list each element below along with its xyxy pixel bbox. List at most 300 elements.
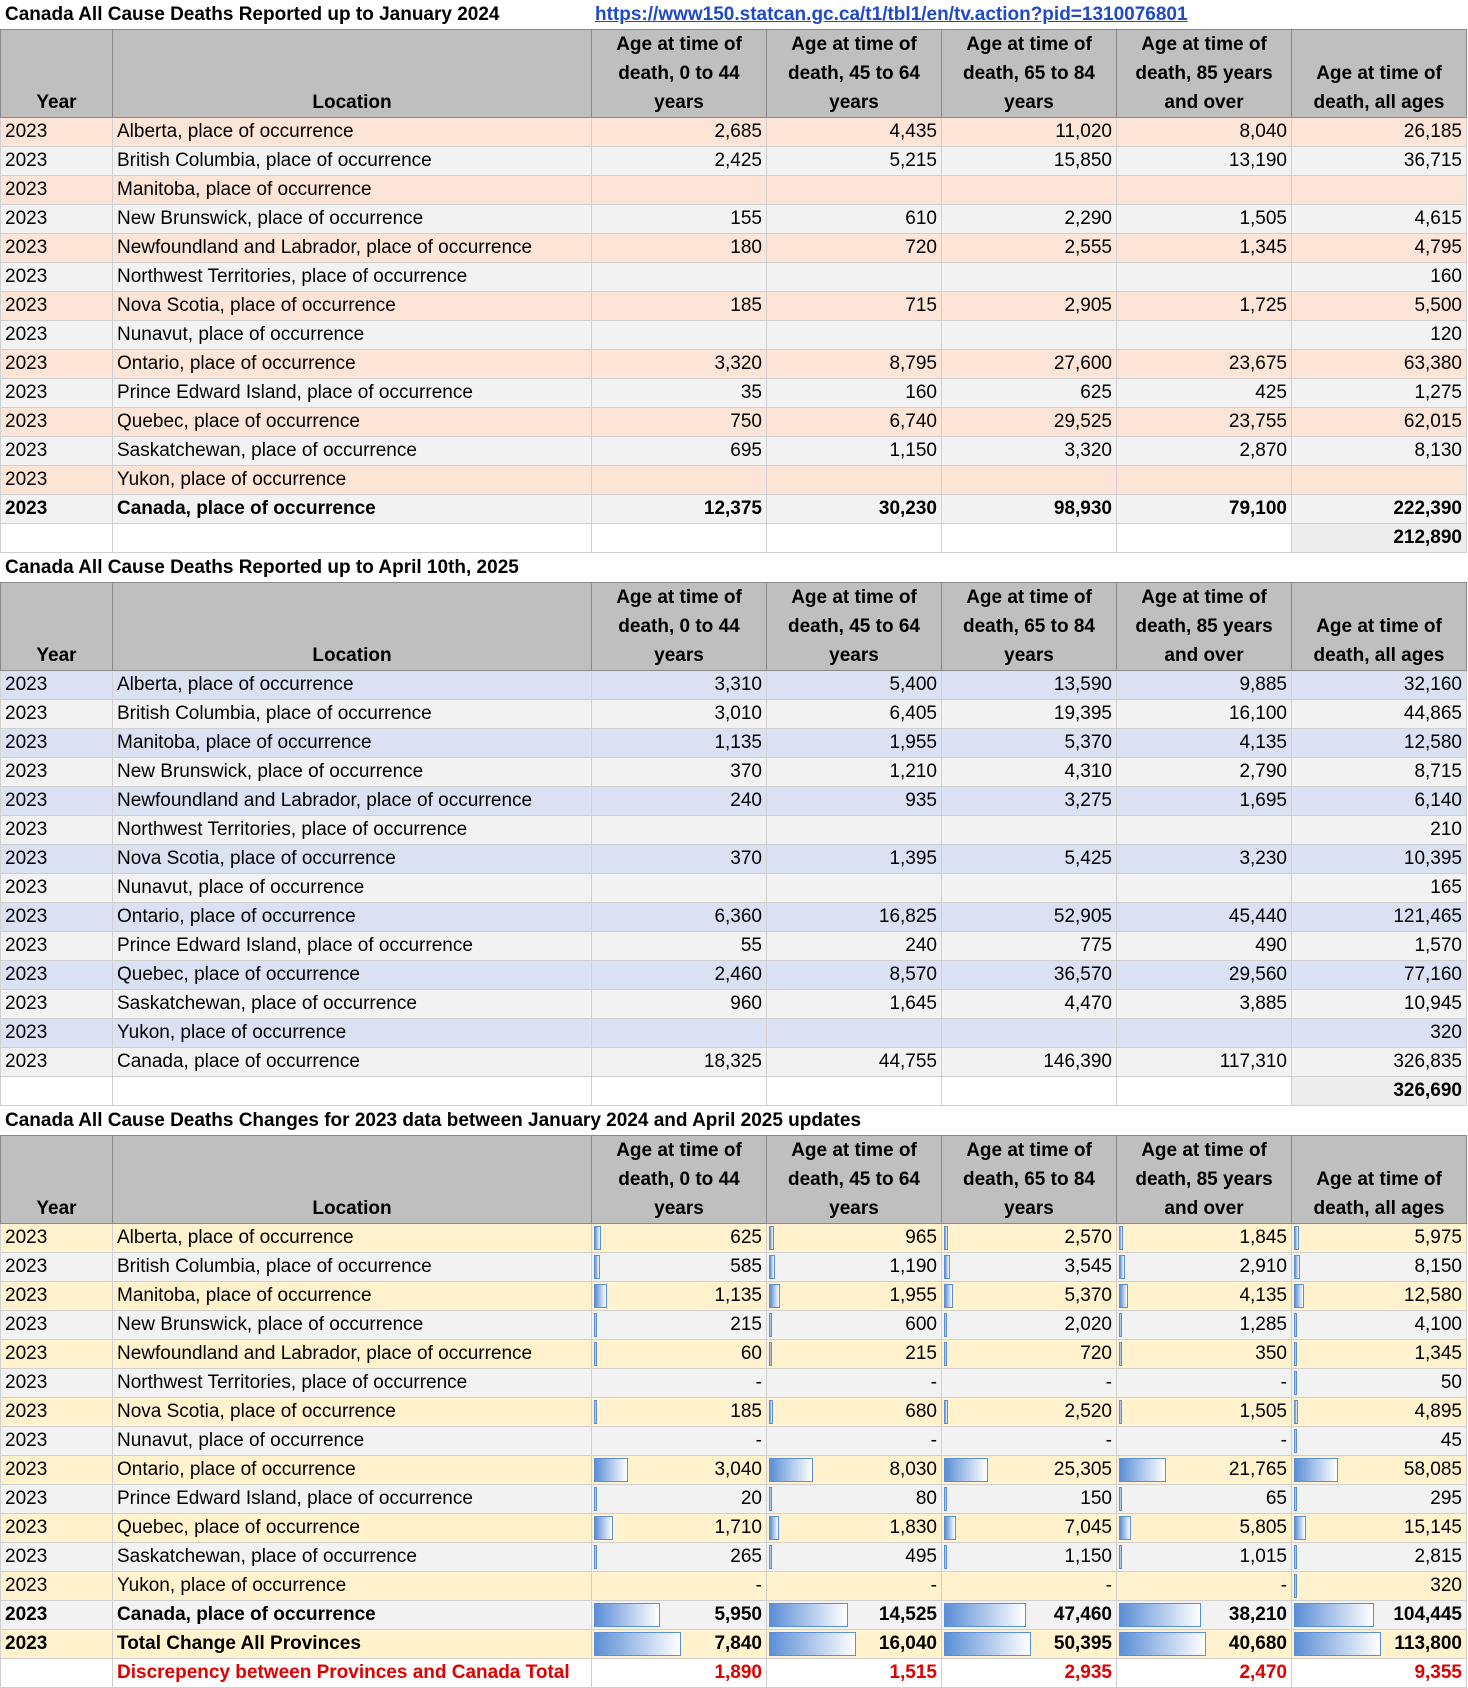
header-age-65-84: Age at time of death, 65 to 84 years bbox=[942, 583, 1117, 671]
cell-age-0-44-value: 12,375 bbox=[703, 498, 762, 519]
cell-age-65-84 bbox=[942, 990, 1117, 1019]
cell-age-45-64-value: 1,190 bbox=[889, 1256, 937, 1277]
cell-age-0-44-value: 3,320 bbox=[714, 353, 762, 374]
cell-year-value: 2023 bbox=[5, 1430, 48, 1451]
cell-all-ages-value: 210 bbox=[1430, 819, 1462, 840]
cell-age-45-64 bbox=[767, 874, 942, 903]
cell-age-65-84 bbox=[942, 961, 1117, 990]
cell-age-45-64-value: 1,955 bbox=[889, 1285, 937, 1306]
empty-cell bbox=[113, 524, 592, 553]
cell-location bbox=[113, 1019, 592, 1048]
cell-age-85-plus bbox=[1117, 1048, 1292, 1077]
cell-age-65-84-value: - bbox=[1105, 1430, 1112, 1451]
cell-age-45-64-value: 720 bbox=[905, 237, 937, 258]
data-bar bbox=[1119, 1255, 1125, 1279]
cell-age-0-44-value: 695 bbox=[730, 440, 762, 461]
cell-age-65-84 bbox=[942, 1601, 1117, 1630]
cell-age-45-64-value: 6,405 bbox=[889, 703, 937, 724]
cell-all-ages-value: 8,130 bbox=[1414, 440, 1462, 461]
cell-year-value: 2023 bbox=[5, 469, 48, 490]
table-row bbox=[1, 787, 1467, 816]
cell-age-0-44 bbox=[592, 495, 767, 524]
table-row bbox=[1, 932, 1467, 961]
cell-age-65-84-value: 15,850 bbox=[1053, 150, 1112, 171]
cell-age-0-44 bbox=[592, 1019, 767, 1048]
cell-age-65-84 bbox=[942, 903, 1117, 932]
cell-year bbox=[1, 379, 113, 408]
header-age-0-44: Age at time of death, 0 to 44 years bbox=[592, 1136, 767, 1224]
cell-location-value: Nova Scotia, place of occurrence bbox=[117, 848, 396, 869]
header-age-0-44: Age at time of death, 0 to 44 years bbox=[592, 583, 767, 671]
cell-location-value: British Columbia, place of occurrence bbox=[117, 703, 432, 724]
cell-location bbox=[113, 845, 592, 874]
cell-age-45-64-value: 680 bbox=[905, 1401, 937, 1422]
cell-location bbox=[113, 932, 592, 961]
data-bar bbox=[1119, 1342, 1122, 1366]
cell-year-value: 2023 bbox=[5, 1488, 48, 1509]
empty-cell bbox=[1, 524, 113, 553]
table2-title: Canada All Cause Deaths Reported up to April 10th, 2025 bbox=[5, 557, 519, 578]
cell-year-value: 2023 bbox=[5, 324, 48, 345]
cell-age-45-64 bbox=[767, 263, 942, 292]
cell-age-45-64-value: 240 bbox=[905, 935, 937, 956]
cell-age-45-64-value: - bbox=[930, 1372, 937, 1393]
cell-age-85-plus bbox=[1117, 700, 1292, 729]
cell-age-85-plus bbox=[1117, 292, 1292, 321]
cell-age-85-plus bbox=[1117, 787, 1292, 816]
cell-all-ages-value: 6,140 bbox=[1414, 790, 1462, 811]
cell-location bbox=[113, 408, 592, 437]
cell-age-85-plus-value: 350 bbox=[1255, 1343, 1287, 1364]
data-bar bbox=[1119, 1226, 1123, 1250]
data-bar bbox=[769, 1400, 773, 1424]
cell-age-65-84 bbox=[942, 758, 1117, 787]
cell-year bbox=[1, 1398, 113, 1427]
cell-year-value: 2023 bbox=[5, 877, 48, 898]
data-bar bbox=[1294, 1603, 1374, 1627]
cell-year-value: 2023 bbox=[5, 237, 48, 258]
data-bar bbox=[594, 1516, 613, 1540]
section-title-1 bbox=[0, 0, 1468, 29]
data-bar bbox=[769, 1255, 775, 1279]
cell-age-65-84 bbox=[942, 932, 1117, 961]
cell-age-65-84 bbox=[942, 205, 1117, 234]
cell-age-45-64 bbox=[767, 1048, 942, 1077]
cell-year-value: 2023 bbox=[5, 1401, 48, 1422]
cell-location bbox=[113, 379, 592, 408]
cell-age-85-plus bbox=[1117, 729, 1292, 758]
data-bar bbox=[1119, 1516, 1131, 1540]
cell-year bbox=[1, 1485, 113, 1514]
data-bar bbox=[594, 1255, 600, 1279]
cell-age-65-84-value: 3,320 bbox=[1064, 440, 1112, 461]
cell-age-0-44 bbox=[592, 1398, 767, 1427]
cell-age-45-64-value: 8,570 bbox=[889, 964, 937, 985]
cell-all-ages-value: 77,160 bbox=[1403, 964, 1462, 985]
cell-year bbox=[1, 1340, 113, 1369]
header-age-0-44: Age at time of death, 0 to 44 years bbox=[592, 30, 767, 118]
cell-location bbox=[113, 263, 592, 292]
cell-location bbox=[113, 1340, 592, 1369]
discrepancy-cell-age-0-44: 1,890 bbox=[592, 1659, 767, 1688]
data-bar bbox=[769, 1603, 848, 1627]
cell-age-45-64-value: 16,040 bbox=[878, 1633, 937, 1654]
cell-age-85-plus-value: 117,310 bbox=[1219, 1051, 1287, 1072]
table-row bbox=[1, 350, 1467, 379]
cell-age-65-84 bbox=[942, 437, 1117, 466]
cell-year-value: 2023 bbox=[5, 353, 48, 374]
data-bar bbox=[594, 1487, 597, 1511]
cell-year-value: 2023 bbox=[5, 411, 48, 432]
cell-all-ages bbox=[1292, 1253, 1467, 1282]
cell-all-ages bbox=[1292, 495, 1467, 524]
cell-age-45-64-value: 80 bbox=[915, 1488, 937, 1509]
cell-age-0-44-value: 1,135 bbox=[714, 732, 762, 753]
cell-all-ages bbox=[1292, 1601, 1467, 1630]
cell-age-45-64 bbox=[767, 1282, 942, 1311]
header-year: Year bbox=[1, 583, 113, 671]
cell-age-0-44-value: 6,360 bbox=[714, 906, 762, 927]
cell-age-45-64 bbox=[767, 176, 942, 205]
cell-year bbox=[1, 350, 113, 379]
cell-age-45-64 bbox=[767, 787, 942, 816]
cell-age-0-44-value: - bbox=[755, 1372, 762, 1393]
cell-age-85-plus bbox=[1117, 321, 1292, 350]
cell-location-value: New Brunswick, place of occurrence bbox=[117, 1314, 424, 1335]
cell-age-45-64-value: 1,150 bbox=[889, 440, 937, 461]
table-row bbox=[1, 1427, 1467, 1456]
header-location: Location bbox=[113, 1136, 592, 1224]
cell-age-0-44 bbox=[592, 1427, 767, 1456]
cell-age-0-44 bbox=[592, 1543, 767, 1572]
cell-age-45-64-value: 4,435 bbox=[889, 121, 937, 142]
cell-year bbox=[1, 787, 113, 816]
cell-year-value: 2023 bbox=[5, 382, 48, 403]
cell-age-85-plus bbox=[1117, 1019, 1292, 1048]
cell-all-ages bbox=[1292, 700, 1467, 729]
empty-cell bbox=[767, 524, 942, 553]
cell-age-65-84 bbox=[942, 1224, 1117, 1253]
cell-all-ages-value: 104,445 bbox=[1393, 1604, 1462, 1625]
cell-year bbox=[1, 1572, 113, 1601]
cell-age-45-64 bbox=[767, 350, 942, 379]
cell-year-value: 2023 bbox=[5, 1546, 48, 1567]
cell-year-value: 2023 bbox=[5, 935, 48, 956]
cell-all-ages bbox=[1292, 1282, 1467, 1311]
cell-age-0-44 bbox=[592, 1311, 767, 1340]
cell-age-85-plus bbox=[1117, 437, 1292, 466]
data-bar bbox=[1294, 1458, 1338, 1482]
header-year: Year bbox=[1, 1136, 113, 1224]
cell-year-value: 2023 bbox=[5, 150, 48, 171]
cell-age-85-plus bbox=[1117, 205, 1292, 234]
cell-location-value: Prince Edward Island, place of occurrence bbox=[117, 382, 473, 403]
cell-location bbox=[113, 350, 592, 379]
cell-all-ages bbox=[1292, 932, 1467, 961]
cell-age-65-84 bbox=[942, 147, 1117, 176]
cell-all-ages-value: 2,815 bbox=[1414, 1546, 1462, 1567]
cell-age-65-84-value: 3,545 bbox=[1064, 1256, 1112, 1277]
data-bar bbox=[1119, 1545, 1122, 1569]
cell-all-ages-value: 26,185 bbox=[1403, 121, 1462, 142]
cell-age-65-84-value: 13,590 bbox=[1053, 674, 1112, 695]
cell-age-45-64-value: 16,825 bbox=[878, 906, 937, 927]
cell-age-45-64-value: 1,645 bbox=[889, 993, 937, 1014]
cell-year bbox=[1, 990, 113, 1019]
cell-location-value: Yukon, place of occurrence bbox=[117, 1575, 347, 1596]
table-row bbox=[1, 1543, 1467, 1572]
cell-age-0-44 bbox=[592, 408, 767, 437]
cell-location bbox=[113, 495, 592, 524]
cell-year-value: 2023 bbox=[5, 906, 48, 927]
cell-age-65-84 bbox=[942, 816, 1117, 845]
cell-all-ages bbox=[1292, 1019, 1467, 1048]
empty-cell bbox=[1, 1077, 113, 1106]
table-row bbox=[1, 1630, 1467, 1659]
cell-age-0-44-value: 35 bbox=[740, 382, 762, 403]
cell-age-65-84-value: 50,395 bbox=[1053, 1633, 1112, 1654]
cell-age-45-64 bbox=[767, 408, 942, 437]
cell-age-45-64 bbox=[767, 118, 942, 147]
cell-all-ages bbox=[1292, 205, 1467, 234]
table-row bbox=[1, 437, 1467, 466]
cell-age-65-84 bbox=[942, 845, 1117, 874]
cell-age-85-plus-value: 2,910 bbox=[1239, 1256, 1287, 1277]
table-row bbox=[1, 466, 1467, 495]
table-row bbox=[1, 495, 1467, 524]
cell-all-ages bbox=[1292, 1572, 1467, 1601]
cell-all-ages bbox=[1292, 1485, 1467, 1514]
cell-age-85-plus bbox=[1117, 932, 1292, 961]
cell-age-45-64-value: 610 bbox=[905, 208, 937, 229]
cell-all-ages bbox=[1292, 408, 1467, 437]
cell-age-65-84 bbox=[942, 1485, 1117, 1514]
cell-all-ages bbox=[1292, 379, 1467, 408]
data-bar bbox=[594, 1400, 597, 1424]
cell-age-65-84 bbox=[942, 495, 1117, 524]
cell-year bbox=[1, 1427, 113, 1456]
table-row bbox=[1, 118, 1467, 147]
table-row bbox=[1, 816, 1467, 845]
cell-age-85-plus bbox=[1117, 1369, 1292, 1398]
data-bar bbox=[769, 1284, 780, 1308]
cell-age-85-plus-value: 8,040 bbox=[1239, 121, 1287, 142]
cell-location bbox=[113, 700, 592, 729]
cell-year bbox=[1, 758, 113, 787]
cell-age-45-64 bbox=[767, 495, 942, 524]
cell-age-65-84 bbox=[942, 1427, 1117, 1456]
cell-age-85-plus bbox=[1117, 263, 1292, 292]
cell-age-65-84 bbox=[942, 292, 1117, 321]
cell-age-85-plus-value: - bbox=[1280, 1575, 1287, 1596]
empty-cell bbox=[942, 524, 1117, 553]
table-row bbox=[1, 961, 1467, 990]
cell-age-45-64-value: 1,210 bbox=[889, 761, 937, 782]
cell-all-ages bbox=[1292, 845, 1467, 874]
cell-age-65-84 bbox=[942, 729, 1117, 758]
cell-age-85-plus bbox=[1117, 379, 1292, 408]
table-row bbox=[1, 1340, 1467, 1369]
data-bar bbox=[1294, 1632, 1381, 1656]
cell-age-0-44-value: 2,425 bbox=[714, 150, 762, 171]
header-all-ages: Age at time of death, all ages bbox=[1292, 1136, 1467, 1224]
cell-age-65-84-value: 150 bbox=[1080, 1488, 1112, 1509]
table-row bbox=[1, 1282, 1467, 1311]
cell-age-65-84 bbox=[942, 1514, 1117, 1543]
cell-all-ages-value: 32,160 bbox=[1403, 674, 1462, 695]
cell-location bbox=[113, 321, 592, 350]
cell-age-45-64 bbox=[767, 1311, 942, 1340]
cell-all-ages-value: 10,945 bbox=[1403, 993, 1462, 1014]
cell-age-45-64 bbox=[767, 1369, 942, 1398]
section-title-2 bbox=[0, 553, 1468, 582]
cell-year-value: 2023 bbox=[5, 1285, 48, 1306]
cell-all-ages bbox=[1292, 729, 1467, 758]
cell-location bbox=[113, 466, 592, 495]
cell-year bbox=[1, 874, 113, 903]
cell-age-85-plus-value: 3,885 bbox=[1239, 993, 1287, 1014]
statcan-link[interactable]: https://www150.statcan.gc.ca/t1/tbl1/en/tv.action?pid=1310076801 bbox=[595, 4, 1188, 25]
cell-all-ages bbox=[1292, 466, 1467, 495]
cell-location bbox=[113, 1048, 592, 1077]
cell-age-85-plus bbox=[1117, 845, 1292, 874]
cell-all-ages bbox=[1292, 816, 1467, 845]
cell-year-value: 2023 bbox=[5, 1575, 48, 1596]
table-row bbox=[1, 1224, 1467, 1253]
cell-age-85-plus-value: 40,680 bbox=[1228, 1633, 1287, 1654]
cell-location-value: Total Change All Provinces bbox=[117, 1633, 361, 1654]
cell-location bbox=[113, 1630, 592, 1659]
cell-location bbox=[113, 961, 592, 990]
cell-year bbox=[1, 671, 113, 700]
cell-age-0-44 bbox=[592, 729, 767, 758]
cell-all-ages-value: 15,145 bbox=[1403, 1517, 1462, 1538]
cell-location bbox=[113, 1543, 592, 1572]
cell-age-0-44 bbox=[592, 758, 767, 787]
table-row bbox=[1, 1311, 1467, 1340]
discrepancy-cell-year bbox=[1, 1659, 113, 1688]
cell-age-65-84-value: 4,310 bbox=[1064, 761, 1112, 782]
data-bar bbox=[594, 1284, 607, 1308]
cell-location bbox=[113, 816, 592, 845]
cell-all-ages-value: 1,345 bbox=[1414, 1343, 1462, 1364]
cell-year bbox=[1, 321, 113, 350]
cell-age-0-44 bbox=[592, 1253, 767, 1282]
table-row bbox=[1, 1456, 1467, 1485]
cell-location-value: Alberta, place of occurrence bbox=[117, 1227, 354, 1248]
table-row bbox=[1, 990, 1467, 1019]
cell-all-ages bbox=[1292, 321, 1467, 350]
cell-age-85-plus bbox=[1117, 466, 1292, 495]
cell-year-value: 2023 bbox=[5, 1343, 48, 1364]
cell-age-45-64 bbox=[767, 1485, 942, 1514]
cell-year-value: 2023 bbox=[5, 674, 48, 695]
cell-age-65-84-value: 5,370 bbox=[1064, 1285, 1112, 1306]
data-bar bbox=[769, 1458, 813, 1482]
table-row bbox=[1, 1572, 1467, 1601]
cell-age-85-plus bbox=[1117, 1630, 1292, 1659]
discrepancy-cell-all-ages: 9,355 bbox=[1292, 1659, 1467, 1688]
cell-age-0-44 bbox=[592, 205, 767, 234]
cell-age-65-84 bbox=[942, 1019, 1117, 1048]
cell-age-85-plus-value: 490 bbox=[1255, 935, 1287, 956]
data-bar bbox=[1294, 1255, 1300, 1279]
cell-age-0-44-value: 60 bbox=[740, 1343, 762, 1364]
cell-age-65-84-value: 25,305 bbox=[1053, 1459, 1112, 1480]
cell-location bbox=[113, 1369, 592, 1398]
header-age-85-plus: Age at time of death, 85 years and over bbox=[1117, 583, 1292, 671]
cell-age-0-44 bbox=[592, 234, 767, 263]
cell-age-45-64 bbox=[767, 147, 942, 176]
cell-location bbox=[113, 118, 592, 147]
section-title-3 bbox=[0, 1106, 1468, 1135]
cell-year bbox=[1, 903, 113, 932]
cell-all-ages-value: 10,395 bbox=[1403, 848, 1462, 869]
cell-age-0-44 bbox=[592, 379, 767, 408]
header-age-65-84: Age at time of death, 65 to 84 years bbox=[942, 30, 1117, 118]
cell-age-45-64-value: - bbox=[930, 1575, 937, 1596]
cell-age-45-64 bbox=[767, 1340, 942, 1369]
header-age-45-64: Age at time of death, 45 to 64 years bbox=[767, 30, 942, 118]
header-row bbox=[1, 1136, 1467, 1224]
cell-age-0-44 bbox=[592, 176, 767, 205]
cell-age-45-64-value: 1,395 bbox=[889, 848, 937, 869]
cell-age-45-64-value: 495 bbox=[905, 1546, 937, 1567]
cell-age-85-plus bbox=[1117, 1543, 1292, 1572]
cell-age-85-plus-value: 1,345 bbox=[1239, 237, 1287, 258]
table-row bbox=[1, 176, 1467, 205]
cell-all-ages-value: 1,275 bbox=[1414, 382, 1462, 403]
data-bar bbox=[769, 1487, 772, 1511]
cell-year-value: 2023 bbox=[5, 993, 48, 1014]
cell-year-value: 2023 bbox=[5, 266, 48, 287]
cell-age-45-64-value: 5,215 bbox=[889, 150, 937, 171]
cell-age-0-44-value: 2,460 bbox=[714, 964, 762, 985]
cell-year-value: 2023 bbox=[5, 1314, 48, 1335]
cell-age-45-64 bbox=[767, 379, 942, 408]
deaths-table-jan-2024 bbox=[0, 29, 1467, 553]
cell-location bbox=[113, 729, 592, 758]
cell-location bbox=[113, 787, 592, 816]
data-bar bbox=[1119, 1284, 1128, 1308]
cell-age-65-84-value: 1,150 bbox=[1064, 1546, 1112, 1567]
cell-age-85-plus bbox=[1117, 118, 1292, 147]
cell-location-value: Quebec, place of occurrence bbox=[117, 964, 360, 985]
cell-age-85-plus-value: 21,765 bbox=[1228, 1459, 1287, 1480]
cell-location-value: Manitoba, place of occurrence bbox=[117, 179, 372, 200]
cell-age-65-84-value: 625 bbox=[1080, 382, 1112, 403]
empty-cell bbox=[113, 1077, 592, 1106]
cell-all-ages-value: 320 bbox=[1430, 1022, 1462, 1043]
cell-age-65-84-value: 2,020 bbox=[1064, 1314, 1112, 1335]
cell-all-ages bbox=[1292, 671, 1467, 700]
cell-age-45-64-value: 1,955 bbox=[889, 732, 937, 753]
header-location: Location bbox=[113, 583, 592, 671]
cell-all-ages-value: 45 bbox=[1440, 1430, 1462, 1451]
cell-all-ages bbox=[1292, 147, 1467, 176]
discrepancy-cell-age-45-64: 1,515 bbox=[767, 1659, 942, 1688]
data-bar bbox=[944, 1632, 1031, 1656]
cell-year-value: 2023 bbox=[5, 1633, 48, 1654]
cell-location-value: Nunavut, place of occurrence bbox=[117, 324, 365, 345]
grand-total-cell: 212,890 bbox=[1292, 524, 1467, 553]
cell-age-0-44-value: 185 bbox=[730, 1401, 762, 1422]
cell-all-ages bbox=[1292, 1369, 1467, 1398]
cell-age-0-44 bbox=[592, 845, 767, 874]
cell-location bbox=[113, 1514, 592, 1543]
cell-age-85-plus bbox=[1117, 147, 1292, 176]
cell-age-0-44 bbox=[592, 1369, 767, 1398]
